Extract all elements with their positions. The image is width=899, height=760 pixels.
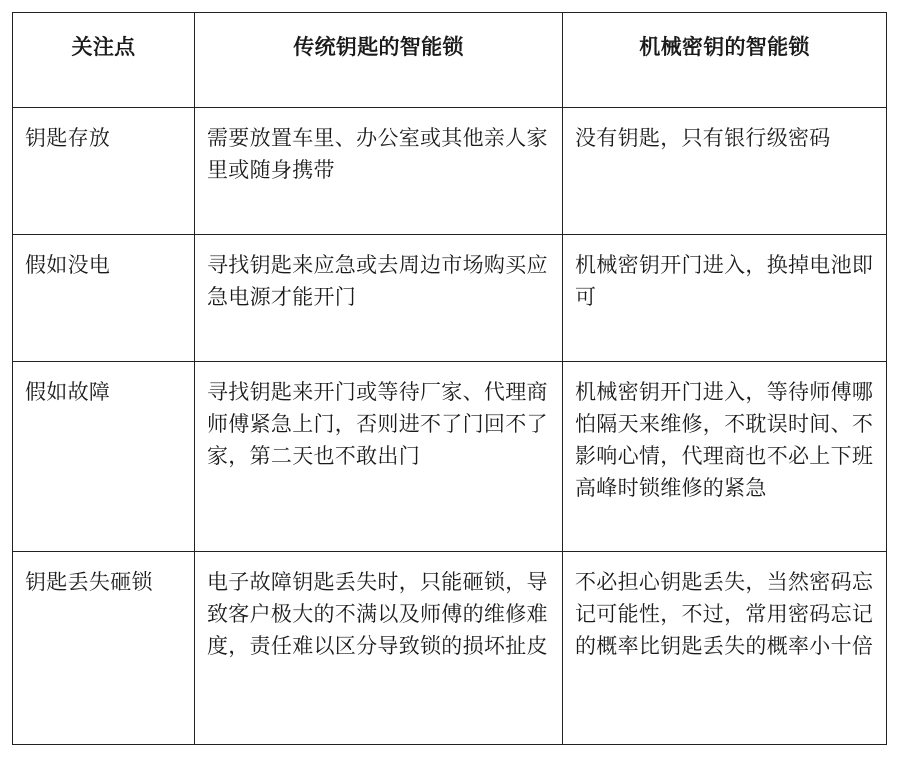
table-row	[13, 108, 887, 235]
cell-traditional: 寻找钥匙来应急或去周边市场购买应急电源才能开门	[195, 235, 563, 362]
cell-point: 钥匙存放	[13, 108, 195, 235]
cell-point: 假如没电	[13, 235, 195, 362]
cell-mechanical: 机械密钥开门进入，换掉电池即可	[563, 235, 887, 362]
cell-mechanical: 机械密钥开门进入，等待师傅哪怕隔天来维修，不耽误时间、不影响心情，代理商也不必上下班高峰时锁维修的紧急	[563, 362, 887, 552]
cell-mechanical: 没有钥匙，只有银行级密码	[563, 108, 887, 235]
cell-mechanical: 不必担心钥匙丢失，当然密码忘记可能性，不过，常用密码忘记的概率比钥匙丢失的概率小十倍	[563, 552, 887, 745]
table-row	[13, 552, 887, 745]
cell-point: 钥匙丢失砸锁	[13, 552, 195, 745]
header-row	[13, 13, 887, 108]
header-cell-point: 关注点	[13, 13, 195, 108]
cell-traditional: 需要放置车里、办公室或其他亲人家里或随身携带	[195, 108, 563, 235]
cell-traditional: 电子故障钥匙丢失时，只能砸锁，导致客户极大的不满以及师傅的维修难度，责任难以区分导致锁的损坏扯皮	[195, 552, 563, 745]
comparison-table	[12, 12, 887, 745]
cell-traditional: 寻找钥匙来开门或等待厂家、代理商师傅紧急上门，否则进不了门回不了家，第二天也不敢出门	[195, 362, 563, 552]
cell-point: 假如故障	[13, 362, 195, 552]
header-cell-mechanical: 机械密钥的智能锁	[563, 13, 887, 108]
table-row	[13, 362, 887, 552]
table-row	[13, 235, 887, 362]
header-cell-traditional: 传统钥匙的智能锁	[195, 13, 563, 108]
